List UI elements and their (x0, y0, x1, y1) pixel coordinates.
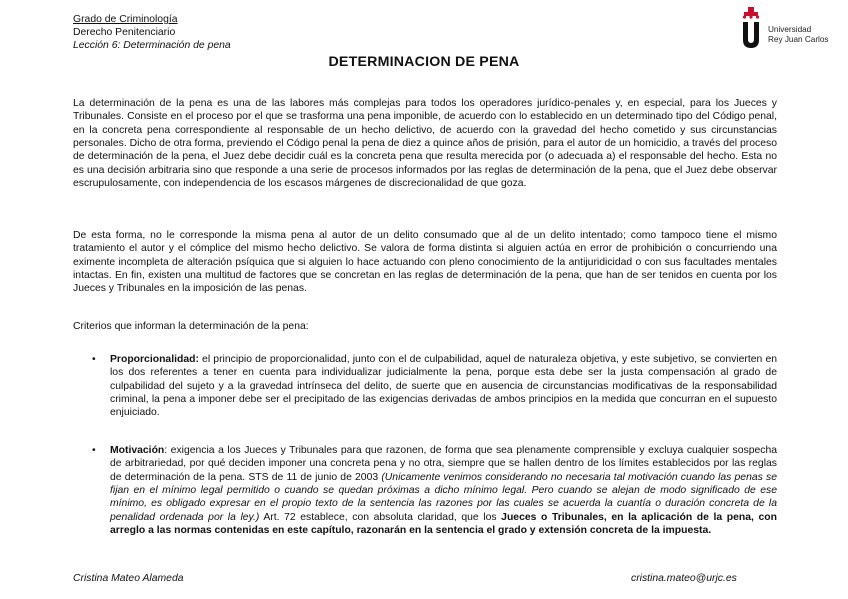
sts-quote: (Unicamente venimos considerando no necesaria tal motivación cuando las penas se fijan en el mínimo legal permitido o cuando se quedan próximas a dicho mínimo legal. Pero cuando se alejan de modo significado de ese mínimo, es obligado expresar en el propio texto de la sentencia las razones por las cuales se acuerda la cuantía o duración concreta de la penalidad ordenada por la ley.) (110, 471, 777, 523)
criterion-text: el principio de proporcionalidad, junto con el de culpabilidad, aquel de naturaleza objetiva, y este subjetivo, se convierten en los dos referentes a tener en cuenta para individualizar judicialmente la pena, porque esta debe ser la justa compensación al grado de culpabilidad del sujeto y a la gravedad intrínseca del delito, de suerte que en ausencia de circunstancias modificativas de la responsabilidad criminal, la pena a imponer debe ser el precipitado de las exigencias derivadas de ambos principios en la medida que concurran en el supuesto enjuiciado. (110, 354, 777, 419)
criterion-text-continued: Art. 72 establece, con absoluta claridad, que los (259, 511, 502, 523)
criterion-proporcionalidad (110, 353, 777, 420)
criterion-text: : exigencia a los Jueces y Tribunales para que razonen, de forma que sea plenamente comprensible y excluya cualquier sospecha de arbitrariedad, por qué deciden imponer una concreta pena y no otra, siempre que se hallen dentro de los límites establecidos por las reglas de determinación de la pena. STS de 11 de junio de 2003 (110, 445, 777, 483)
course-name: Grado de Criminología (73, 14, 178, 25)
paragraph-intro: La determinación de la pena es una de las labores más complejas para todos los operadores jurídico-penales y, en especial, para los Jueces y Tribunales. Consiste en el proceso por el que se trasforma una pena imponible, de acuerdo con lo establecido en un determinado tipo del Código penal, en la concreta pena correspondiente al responsable de un hecho delictivo, de acuerdo con la gravedad del hecho cometido y sus circunstancias personales. Dicho de otra forma, previendo el Código penal la pena de diez a quince años de prisión, para el autor de un homicidio, a través del proceso de determinación de la pena, el Juez debe decidir cuál es la concreta pena que resulta merecida por (o adecuada a) el responsable del hecho. Esta no es una decisión arbitraria sino que responde a una serie de procesos informados por las reglas de determinación de la pena, que el Juez debe observar escrupulosamente, con independencia de los escasos márgenes de discrecionalidad de que goza. (73, 98, 777, 190)
university-logo (741, 6, 831, 50)
paragraph-factors: De esta forma, no le corresponde la misma pena al autor de un delito consumado que al de un delito intentado; como tampoco tiene el mismo tratamiento el autor y el cómplice del mismo hecho delictivo. Se valora de forma distinta si alguien actúa en error de prohibición o concurriendo una eximente incompleta de alteración psíquica que si alguien lo hace actuando con pleno conocimiento de la antijuridicidad o con sus facultades mentales intactas. En fin, existen una multitud de factores que se concretan en las reglas de determinación de la pena, que han de ser tenidos en cuenta por los Jueces y Tribunales en la imposición de las penas. (73, 230, 777, 295)
university-name: Universidad Rey Juan Carlos (768, 25, 829, 44)
criterion-term: Proporcionalidad: (110, 354, 199, 365)
crown-u-logo-icon (741, 6, 761, 50)
document-header (73, 13, 231, 53)
subject-name: Derecho Penitenciario (73, 27, 176, 39)
criteria-heading: Criterios que informan la determinación de la pena: (73, 321, 309, 332)
page-title: DETERMINACION DE PENA (328, 54, 520, 70)
footer-author: Cristina Mateo Alameda (73, 573, 184, 584)
lesson-name: Lección 6: Determinación de pena (73, 40, 231, 52)
bullet-marker: • (92, 354, 96, 365)
footer-email: cristina.mateo@urjc.es (631, 573, 737, 584)
article-72-quote: Jueces o Tribunales, en la aplicación de la pena, con arreglo a las normas contenidas en este capítulo, razonarán en la sentencia el grado y extensión concreta de la impuesta. (110, 511, 777, 537)
criterion-term: Motivación (110, 445, 165, 456)
criterion-motivacion (110, 444, 777, 537)
bullet-marker: • (92, 445, 96, 456)
